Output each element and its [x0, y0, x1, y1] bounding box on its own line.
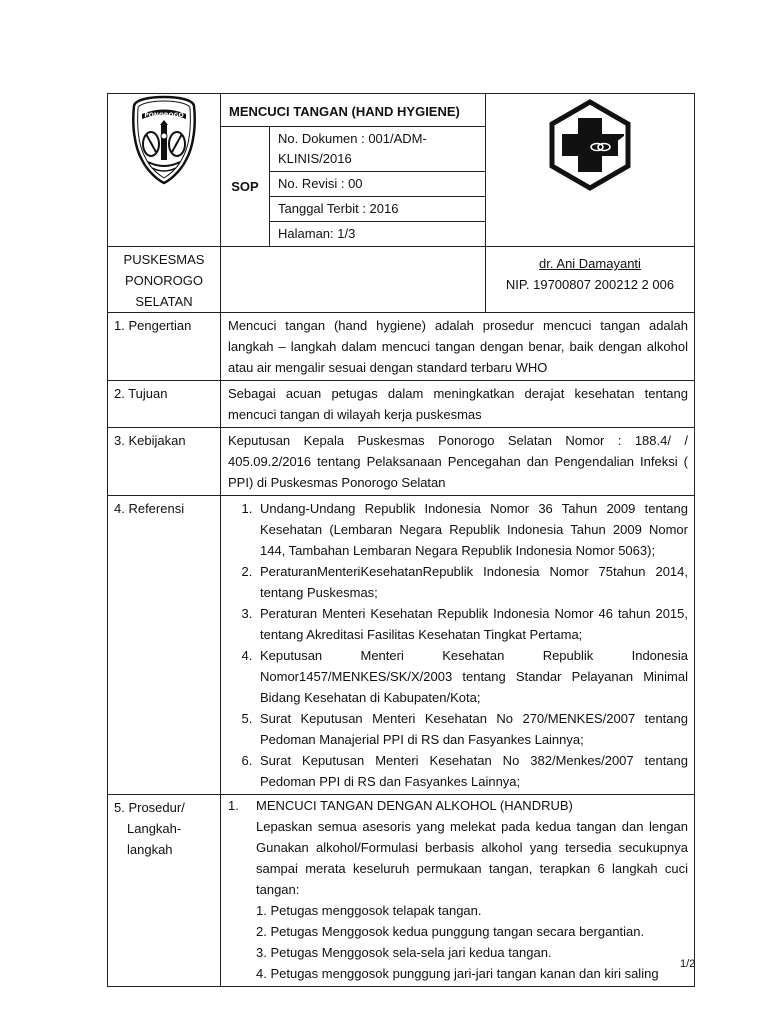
reference-item: 4. Keputusan Menteri Kesehatan Republik Indonesia Nomor1457/MENKES/SK/X/2003 tentang Standar Pelayanan Minimal Bidang Kesehatan di Kabupaten/Kota;: [256, 645, 688, 708]
signatory-name: dr. Ani Damayanti: [539, 256, 641, 271]
reference-list: [228, 498, 688, 792]
section-label: 3. Kebijakan: [108, 428, 221, 496]
puskesmas-logo-icon: [540, 94, 640, 194]
section-tujuan: [108, 381, 695, 428]
seal-banner-text: PONOROGO: [144, 112, 184, 119]
substep: 2. Petugas Menggosok kedua punggung tangan secara bergantian.: [256, 924, 645, 939]
health-logo-cell: [486, 94, 695, 247]
revision-number: No. Revisi : 00: [270, 172, 486, 197]
step-title: MENCUCI TANGAN DENGAN ALKOHOL (HANDRUB): [256, 798, 573, 813]
ponorogo-seal-icon: [128, 94, 200, 186]
org-row: [108, 247, 695, 313]
section-prosedur: [108, 795, 695, 987]
section-label-line: Langkah-: [127, 821, 182, 836]
document-number: No. Dokumen : 001/ADM-KLINIS/2016: [270, 127, 486, 172]
section-label: 2. Tujuan: [108, 381, 221, 428]
substep: 3. Petugas Menggosok sela-sela jari kedua tangan.: [256, 945, 552, 960]
section-label: [108, 795, 221, 987]
issue-date: Tanggal Terbit : 2016: [270, 197, 486, 222]
signatory-block: [486, 247, 695, 313]
signatory-nip: NIP. 19700807 200212 2 006: [505, 277, 675, 292]
org-line-2: PONOROGO: [124, 273, 203, 288]
section-label-line: langkah: [127, 842, 173, 857]
sop-label: SOP: [221, 127, 270, 247]
sop-table: [107, 93, 695, 987]
section-label: 1. Pengertian: [108, 313, 221, 381]
header-row-title: [108, 94, 695, 127]
section-text: Keputusan Kepala Puskesmas Ponorogo Selatan Nomor : 188.4/ / 405.09.2/2016 tentang Pelaksanaan Pencegahan dan Pengendalian Infeksi ( PPI) di Puskesmas Ponorogo Selatan: [221, 428, 695, 496]
page-info: Halaman: 1/3: [270, 222, 486, 247]
section-label: 4. Referensi: [108, 496, 221, 795]
org-line-3: SELATAN: [135, 294, 193, 309]
section-text: Sebagai acuan petugas dalam meningkatkan derajat kesehatan tentang mencuci tangan di wilayah kerja puskesmas: [221, 381, 695, 428]
org-line-1: PUSKESMAS: [123, 252, 205, 267]
procedure-content: [221, 795, 695, 987]
section-text: Mencuci tangan (hand hygiene) adalah prosedur mencuci tangan adalah langkah – langkah dalam mencuci tangan dengan benar, baik dengan alkohol atau air mengalir sesuai dengan standard terbaru WHO: [221, 313, 695, 381]
reference-item: 3. Peraturan Menteri Kesehatan Republik Indonesia Nomor 46 tahun 2015, tentang Akreditasi Fasilitas Kesehatan Tingkat Pertama;: [256, 603, 688, 645]
section-kebijakan: [108, 428, 695, 496]
substep: 1. Petugas menggosok telapak tangan.: [256, 903, 482, 918]
reference-item: 1. Undang-Undang Republik Indonesia Nomor 36 Tahun 2009 tentang Kesehatan (Lembaran Negara Republik Indonesia Tahun 2009 Nomor 144, Tambahan Lembaran Negara Republik Indonesia Nomor 5063);: [256, 498, 688, 561]
procedure-step-body: [228, 816, 688, 984]
step-number: 1.: [228, 798, 239, 813]
step-text: Lepaskan semua asesoris yang melekat pada kedua tangan dan lengan Gunakan alkohol/Formulasi berbasis alkohol yang tersedia secukupnya sampai merata keseluruh permukaan tangan, terapkan 6 langkah cuci tangan:: [256, 819, 688, 897]
section-label-line: 5. Prosedur/: [114, 800, 185, 815]
regency-logo-cell: [108, 94, 221, 247]
org-name: [108, 247, 221, 313]
reference-list-cell: [221, 496, 695, 795]
substep: 4. Petugas menggosok punggung jari-jari tangan kanan dan kiri saling: [256, 966, 659, 981]
reference-item: 6. Surat Keputusan Menteri Kesehatan No 382/Menkes/2007 tentang Pedoman PPI di RS dan Fasyankes Lainnya;: [256, 750, 688, 792]
document-title: MENCUCI TANGAN (HAND HYGIENE): [221, 94, 486, 127]
page-number: 1/2: [680, 958, 696, 970]
reference-item: 5. Surat Keputusan Menteri Kesehatan No 270/MENKES/2007 tentang Pedoman Manajerial PPI di RS dan Fasyankes Lainnya;: [256, 708, 688, 750]
reference-item: 2. PeraturanMenteriKesehatanRepublik Indonesia Nomor 75tahun 2014, tentang Puskesmas;: [256, 561, 688, 603]
empty-cell: [221, 247, 486, 313]
procedure-step-heading: [228, 795, 688, 816]
section-referensi: [108, 496, 695, 795]
section-pengertian: [108, 313, 695, 381]
